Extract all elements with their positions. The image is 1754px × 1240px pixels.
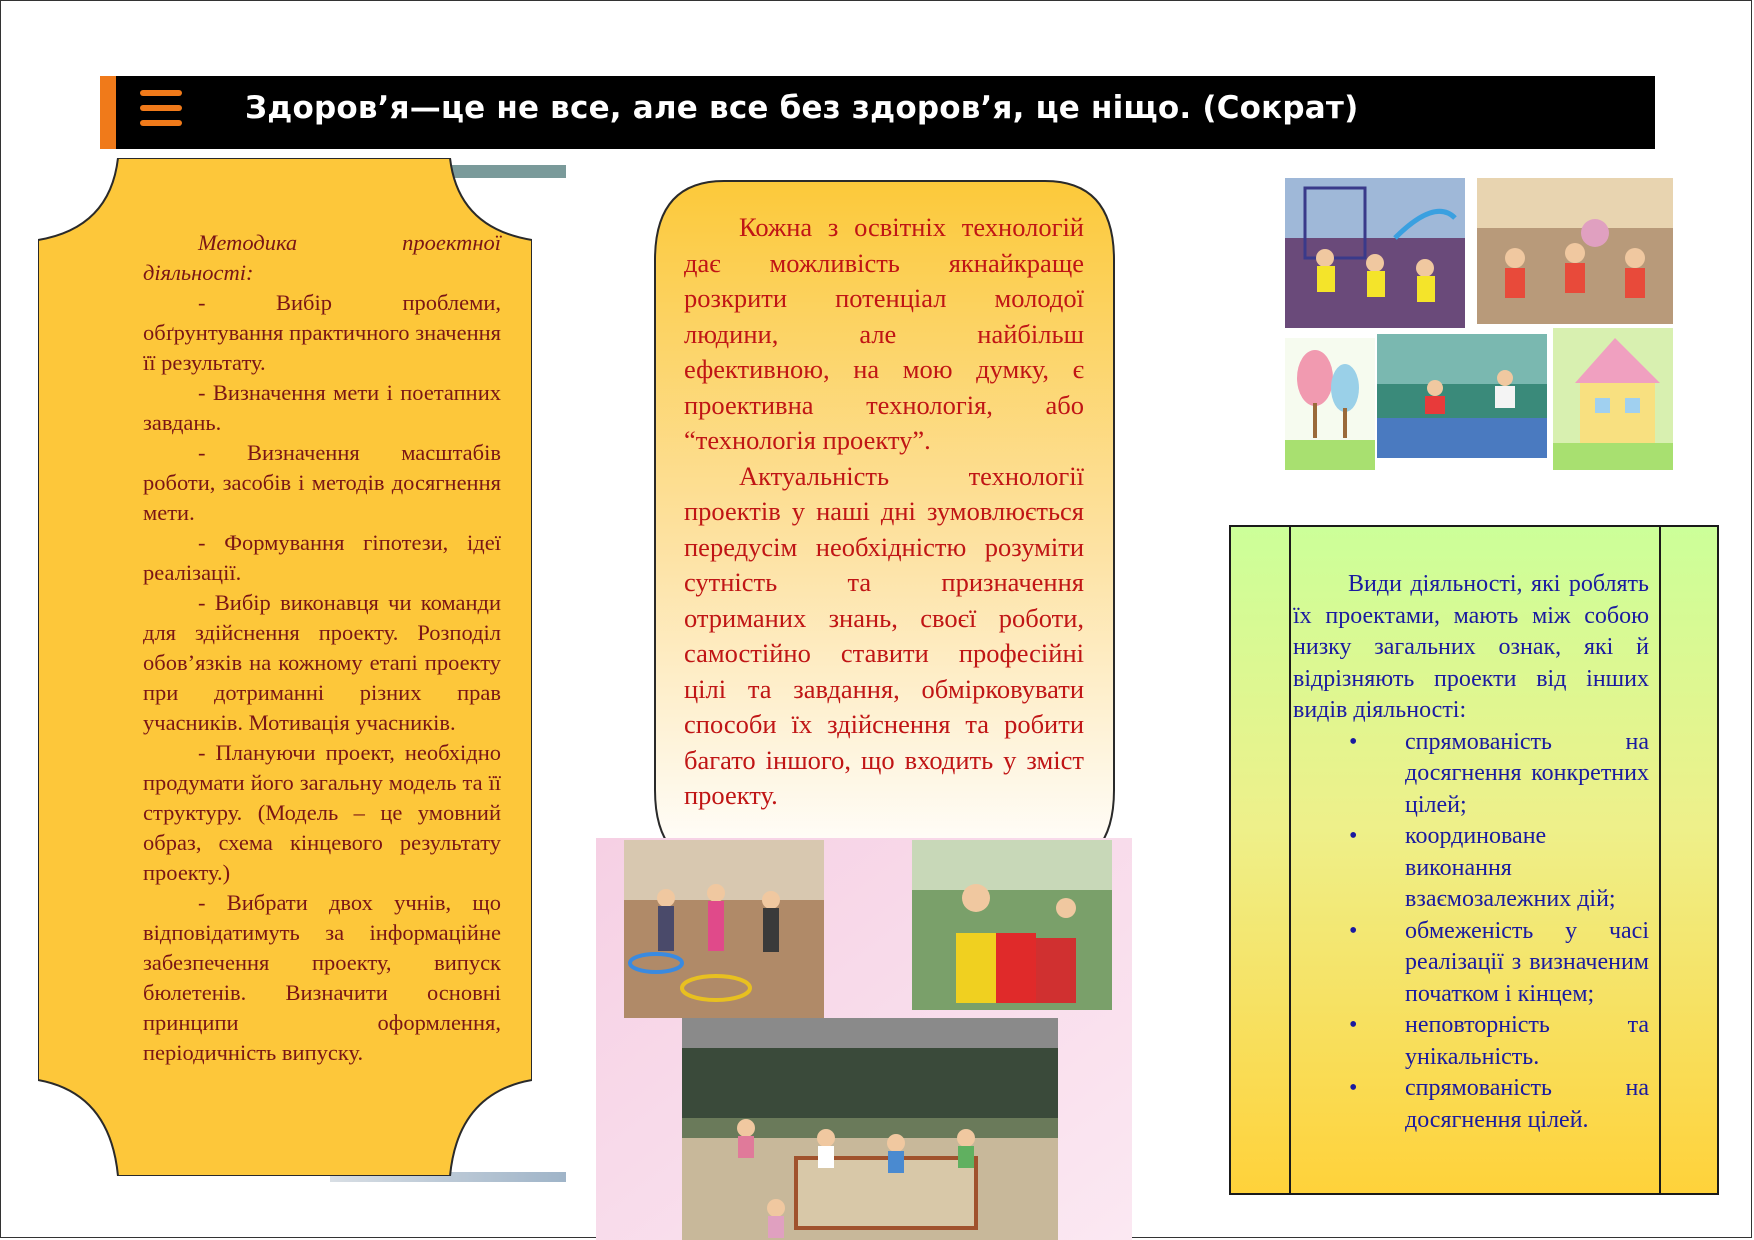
list-item: • спрямованість на досягнення цілей. [1349, 1075, 1649, 1133]
bullet-icon: • [1349, 917, 1358, 944]
header-banner [100, 76, 1655, 149]
menu-icon [140, 90, 182, 128]
kindergarten-photo-collage [596, 838, 1132, 1240]
project-technology-panel [654, 180, 1115, 870]
project-features-panel [1229, 525, 1719, 1195]
list-item: • координоване виконання взаємозалежних дій; [1349, 823, 1616, 912]
paragraph: Актуальність технології проектів у наші дні зумовлюється передусім необхідністю розуміти сутність та призначення отриманих знань, своєї роботи, самостійно ставити професійні цілі та завдання, обмірковувати способи їх здійснення та робити багато іншого, що входить у зміст проекту. [684, 460, 1084, 810]
list-item: • неповторність та унікальність. [1349, 1012, 1649, 1070]
project-technology-text [684, 210, 1084, 814]
features-list [1293, 727, 1649, 1137]
sports-photo-collage [1285, 178, 1673, 470]
methodology-item: - Вибір виконавця чи команди для здійснення проекту. Розподіл обов’язків на кожному етапі проекту при дотриманні різних прав учасників. Мотивація учасників. [143, 590, 501, 735]
paragraph: Кожна з освітніх технологій дає можливість якнайкраще розкрити потенціал молодої людини, але найбільш ефективною, на мою думку, є проективна технологія, або “технологія проекту”. [684, 212, 1084, 455]
methodology-item: - Визначення мети і поетапних завдань. [143, 380, 501, 435]
methodology-item: - Визначення масштабів роботи, засобів і методів досягнення мети. [143, 440, 501, 525]
bullet-icon: • [1349, 823, 1358, 849]
methodology-item: - Плануючи проект, необхідно продумати його загальну модель та її структуру. (Модель – це умовний образ, схема кінцевого результату проекту.) [143, 740, 501, 885]
methodology-item: - Формування гіпотези, ідеї реалізації. [143, 530, 501, 585]
methodology-text [143, 228, 501, 1068]
panel-divider [1289, 527, 1291, 1193]
methodology-item: - Вибрати двох учнів, що відповідатимуть за інформаційне забезпечення проекту, випуск бюлетенів. Визначити основні принципи оформлення, періодичність випуску. [143, 890, 501, 1065]
list-item: • спрямованість на досягнення конкретних цілей; [1349, 728, 1649, 818]
project-features-text [1293, 569, 1649, 1136]
bullet-icon: • [1349, 1012, 1358, 1038]
banner-accent-bar [100, 76, 116, 149]
panel-divider [1659, 527, 1661, 1193]
bullet-icon: • [1349, 1075, 1358, 1101]
methodology-item: - Вибір проблеми, обґрунтування практичного значення її результату. [143, 290, 501, 375]
methodology-panel [38, 158, 532, 1176]
features-intro: Види діяльності, які роблять їх проектами, мають між собою низку загальних ознак, які й відрізняють проекти від інших видів діяльності: [1293, 571, 1649, 723]
methodology-heading: Методика проектної діяльності: [143, 230, 501, 285]
page-title: Здоров’я—це не все, але все без здоров’я, це ніщо. (Сократ) [245, 90, 1359, 126]
list-item: • обмеженість у часі реалізації з визначеним початком і кінцем; [1349, 917, 1649, 1007]
bullet-icon: • [1349, 728, 1358, 755]
